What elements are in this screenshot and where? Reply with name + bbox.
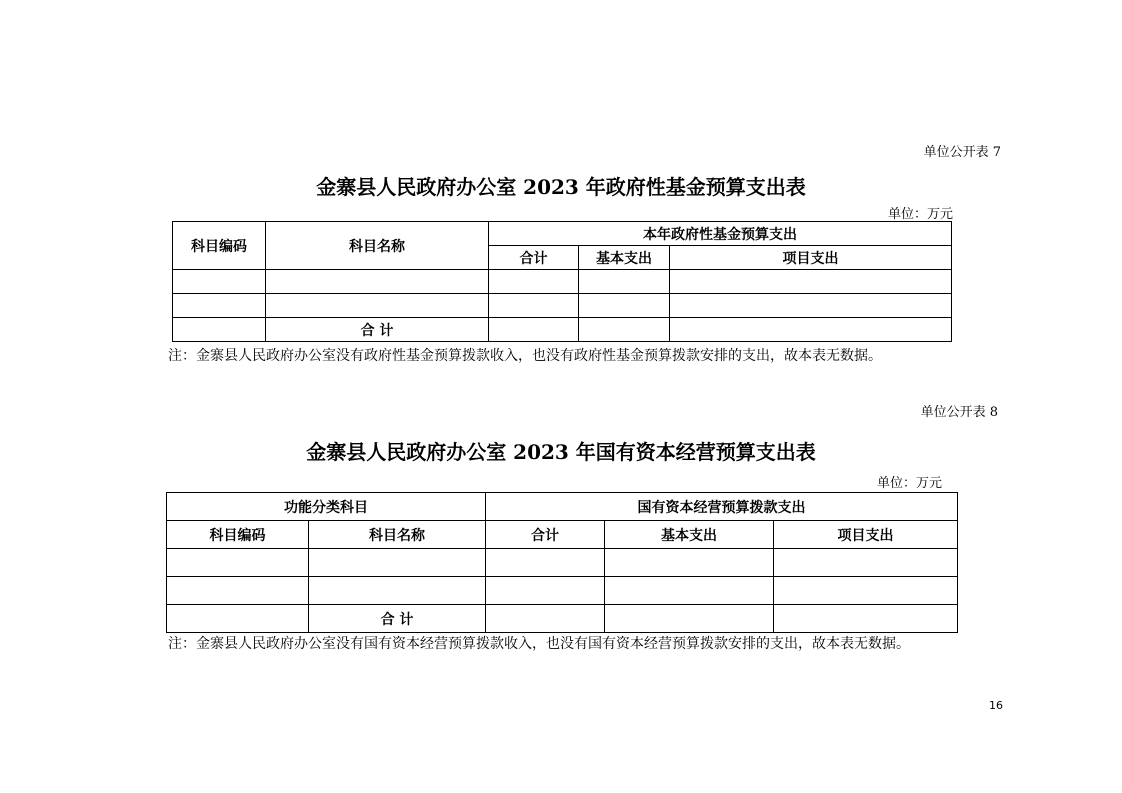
table7-header-project: 项目支出 [670, 246, 952, 270]
page-number: 16 [989, 699, 1003, 712]
table-cell [167, 577, 309, 605]
table7-header-group: 本年政府性基金预算支出 [489, 222, 952, 246]
table-cell [309, 549, 486, 577]
table8-label: 单位公开表 8 [920, 405, 998, 420]
table8-total-row [167, 605, 958, 633]
table7-label: 单位公开表 7 [923, 145, 1001, 160]
table7-unit: 单位：万元 [887, 207, 953, 222]
table-cell [486, 605, 605, 633]
table-cell [489, 294, 579, 318]
table-cell [266, 270, 489, 294]
table-cell [173, 318, 266, 342]
table-cell [774, 605, 958, 633]
table-cell [579, 270, 670, 294]
table-cell [605, 605, 774, 633]
table7-total-label: 合 计 [266, 318, 489, 342]
table8-unit: 单位：万元 [876, 476, 942, 491]
table8-header-code: 科目编码 [167, 521, 309, 549]
table8-header-func: 功能分类科目 [167, 493, 486, 521]
table-cell [605, 549, 774, 577]
table-row [167, 577, 958, 605]
table8-header-project: 项目支出 [774, 521, 958, 549]
table8-header-basic: 基本支出 [605, 521, 774, 549]
table7-title: 金寨县人民政府办公室 2023 年政府性基金预算支出表 [316, 175, 806, 199]
table7-header-basic: 基本支出 [579, 246, 670, 270]
table8-header-total: 合计 [486, 521, 605, 549]
table8-header-name: 科目名称 [309, 521, 486, 549]
table-cell [489, 318, 579, 342]
table7-grid [172, 221, 952, 342]
table-cell [266, 294, 489, 318]
table8-header-group: 国有资本经营预算拨款支出 [486, 493, 958, 521]
table-row [173, 270, 952, 294]
table-cell [605, 577, 774, 605]
table-cell [167, 549, 309, 577]
table-cell [486, 577, 605, 605]
table-row [167, 549, 958, 577]
table8-note: 注：金寨县人民政府办公室没有国有资本经营预算拨款收入，也没有国有资本经营预算拨款安排的支出，故本表无数据。 [168, 636, 910, 652]
table7-header-name: 科目名称 [266, 222, 489, 270]
table-cell [173, 270, 266, 294]
table-cell [579, 294, 670, 318]
table-cell [774, 577, 958, 605]
table8-title: 金寨县人民政府办公室 2023 年国有资本经营预算支出表 [306, 440, 816, 464]
table7-total-row [173, 318, 952, 342]
table-row [173, 294, 952, 318]
table-cell [774, 549, 958, 577]
table-cell [167, 605, 309, 633]
table-cell [486, 549, 605, 577]
table7-header-total: 合计 [489, 246, 579, 270]
table8-grid [166, 492, 958, 633]
table-cell [670, 270, 952, 294]
table-cell [670, 318, 952, 342]
table-cell [670, 294, 952, 318]
table-cell [173, 294, 266, 318]
table8-total-label: 合 计 [309, 605, 486, 633]
table7-header-code: 科目编码 [173, 222, 266, 270]
table-cell [489, 270, 579, 294]
table-cell [309, 577, 486, 605]
table7-note: 注：金寨县人民政府办公室没有政府性基金预算拨款收入，也没有政府性基金预算拨款安排的支出，故本表无数据。 [168, 348, 882, 364]
table-cell [579, 318, 670, 342]
